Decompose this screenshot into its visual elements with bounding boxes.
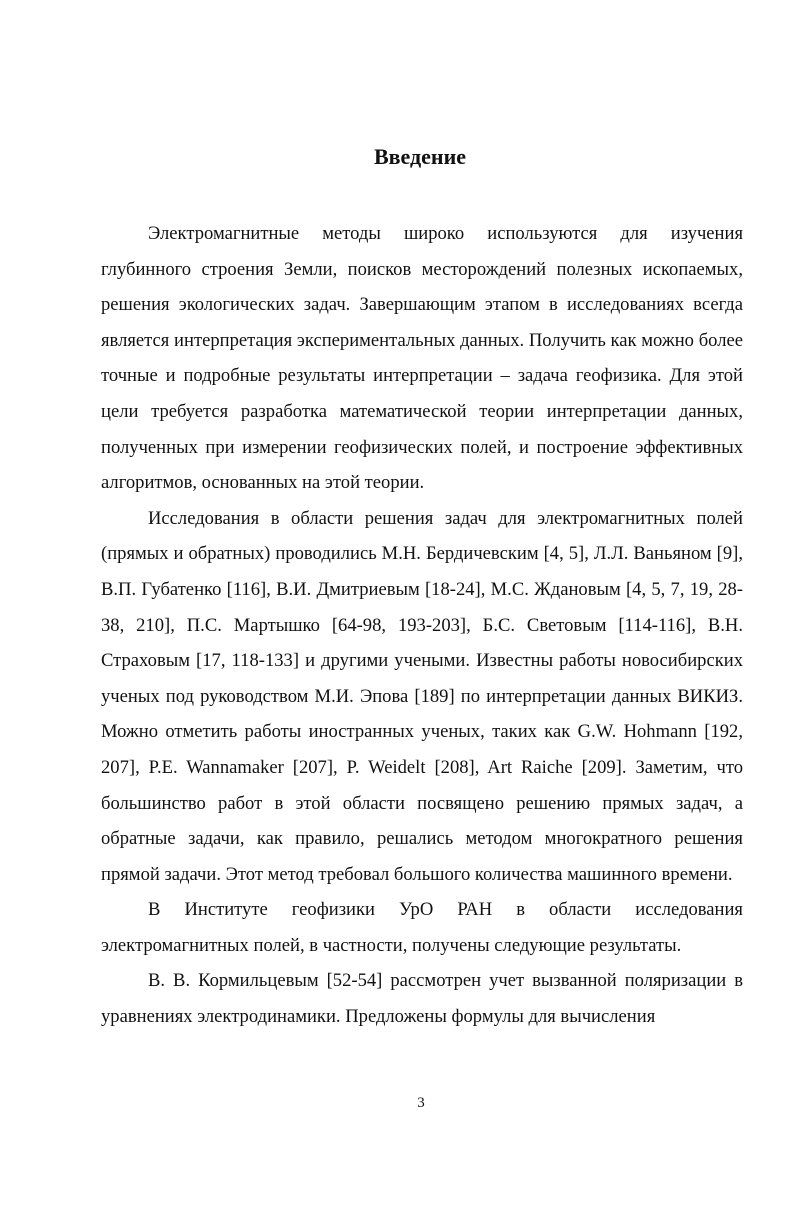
paragraph-kormiltsev: В. В. Кормильцевым [52-54] рассмотрен учет вызванной поляризации в уравнениях электродинамики. Предложены формулы для вычисления — [101, 970, 743, 1028]
body-text — [101, 216, 743, 1035]
page-number: 3 — [417, 1095, 425, 1111]
paragraph-intro: Электромагнитные методы широко используются для изучения глубинного строения Земли, поисков месторождений полезных ископаемых, решения экологических задач. Завершающим этапом в исследованиях всегда является интерпретация экспериментальных данных. Получить как можно более точные и подробные результаты интерпретации – задача геофизика. Для этой цели требуется разработка математической теории интерпретации данных, полученных при измерении геофизических полей, и построение эффективных алгоритмов, основанных на этой теории. — [101, 223, 743, 494]
paragraph-research-review: Исследования в области решения задач для электромагнитных полей (прямых и обратных) проводились М.Н. Бердичевским [4, 5], Л.Л. Ваньяном [9], В.П. Губатенко [116], В.И. Дмитриевым [18-24], М.С. Ждановым [4, 5, 7, 19, 28-38, 210], П.С. Мартышко [64-98, 193-203], Б.С. Световым [114-116], В.Н. Страховым [17, 118-133] и другими учеными. Известны работы новосибирских ученых под руководством М.И. Эпова [189] по интерпретации данных ВИКИЗ. Можно отметить работы иностранных ученых, таких как G.W. Hohmann [192, 207], P.E. Wannamaker [207], P. Weidelt [208], Art Raiche [209]. Заметим, что большинство работ в этой области посвящено решению прямых задач, а обратные задачи, как правило, решались методом многократного решения прямой задачи. Этот метод требовал большого количества машинного времени. — [101, 507, 743, 885]
page-title: Введение — [373, 144, 467, 169]
paragraph-institute-results: В Институте геофизики УрО РАН в области исследования электромагнитных полей, в частности, получены следующие результаты. — [101, 899, 743, 956]
